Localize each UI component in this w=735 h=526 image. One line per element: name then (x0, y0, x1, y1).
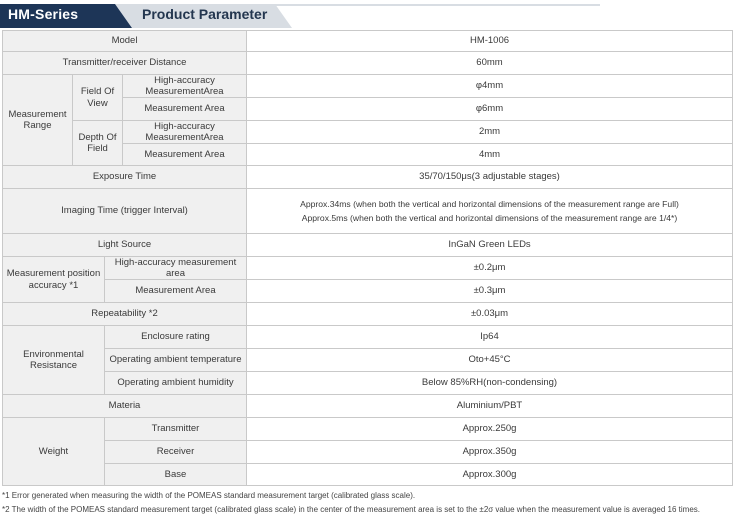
temperature-label: Operating ambient temperature (104, 348, 247, 372)
accuracy-high-label: High-accuracy measurement area (104, 256, 247, 280)
fov-area-label: Measurement Area (122, 97, 247, 121)
page-title: Product Parameter (142, 6, 268, 22)
material-label: Materia (2, 394, 247, 418)
imaging-time-value-full: Approx.34ms (when both the vertical and horizontal dimensions of the measurement range are Full) (300, 199, 679, 209)
dof-high-accuracy-value: 2mm (246, 120, 733, 144)
enclosure-value: Ip64 (246, 325, 733, 349)
position-accuracy-label: Measurement position accuracy *1 (2, 256, 105, 303)
distance-label: Transmitter/receiver Distance (2, 51, 247, 75)
model-label: Model (2, 30, 247, 52)
fov-area-value: φ6mm (246, 97, 733, 121)
weight-transmitter-label: Transmitter (104, 417, 247, 441)
weight-base-label: Base (104, 463, 247, 486)
repeatability-value: ±0.03μm (246, 302, 733, 326)
temperature-value: Oto+45°C (246, 348, 733, 372)
distance-value: 60mm (246, 51, 733, 75)
weight-transmitter-value: Approx.250g (246, 417, 733, 441)
weight-receiver-label: Receiver (104, 440, 247, 464)
series-tab-label: HM-Series (8, 6, 79, 22)
model-value: HM-1006 (246, 30, 733, 52)
enclosure-label: Enclosure rating (104, 325, 247, 349)
weight-base-value: Approx.300g (246, 463, 733, 486)
imaging-time-value (246, 188, 733, 234)
exposure-label: Exposure Time (2, 165, 247, 189)
accuracy-area-value: ±0.3μm (246, 279, 733, 303)
accuracy-high-value: ±0.2μm (246, 256, 733, 280)
imaging-time-label: Imaging Time (trigger Interval) (2, 188, 247, 234)
material-value: Aluminium/PBT (246, 394, 733, 418)
dof-high-accuracy-label: High-accuracy MeasurementArea (122, 120, 247, 144)
fov-high-accuracy-label: High-accuracy MeasurementArea (122, 74, 247, 98)
accuracy-area-label: Measurement Area (104, 279, 247, 303)
light-source-value: InGaN Green LEDs (246, 233, 733, 257)
fov-high-accuracy-value: φ4mm (246, 74, 733, 98)
depth-of-field-label: Depth Of Field (72, 120, 123, 166)
humidity-label: Operating ambient humidity (104, 371, 247, 395)
footnote-1: *1 Error generated when measuring the width of the POMEAS standard measurement target (calibrated glass scale). (2, 491, 416, 500)
exposure-value: 35/70/150μs(3 adjustable stages) (246, 165, 733, 189)
repeatability-label: Repeatability *2 (2, 302, 247, 326)
footnote-2: *2 The width of the POMEAS standard measurement target (calibrated glass scale) in the center of the measurement area is set to the ±2σ value when the measurement value is averaged 16 times. (2, 505, 700, 514)
humidity-value: Below 85%RH(non-condensing) (246, 371, 733, 395)
field-of-view-label: Field Of View (72, 74, 123, 121)
weight-receiver-value: Approx.350g (246, 440, 733, 464)
environmental-label: Environmental Resistance (2, 325, 105, 395)
light-source-label: Light Source (2, 233, 247, 257)
dof-area-label: Measurement Area (122, 143, 247, 166)
dof-area-value: 4mm (246, 143, 733, 166)
weight-label: Weight (2, 417, 105, 486)
imaging-time-value-quarter: Approx.5ms (when both the vertical and horizontal dimensions of the measurement range are 1/4*) (301, 213, 678, 223)
measurement-range-label: Measurement Range (2, 74, 73, 166)
